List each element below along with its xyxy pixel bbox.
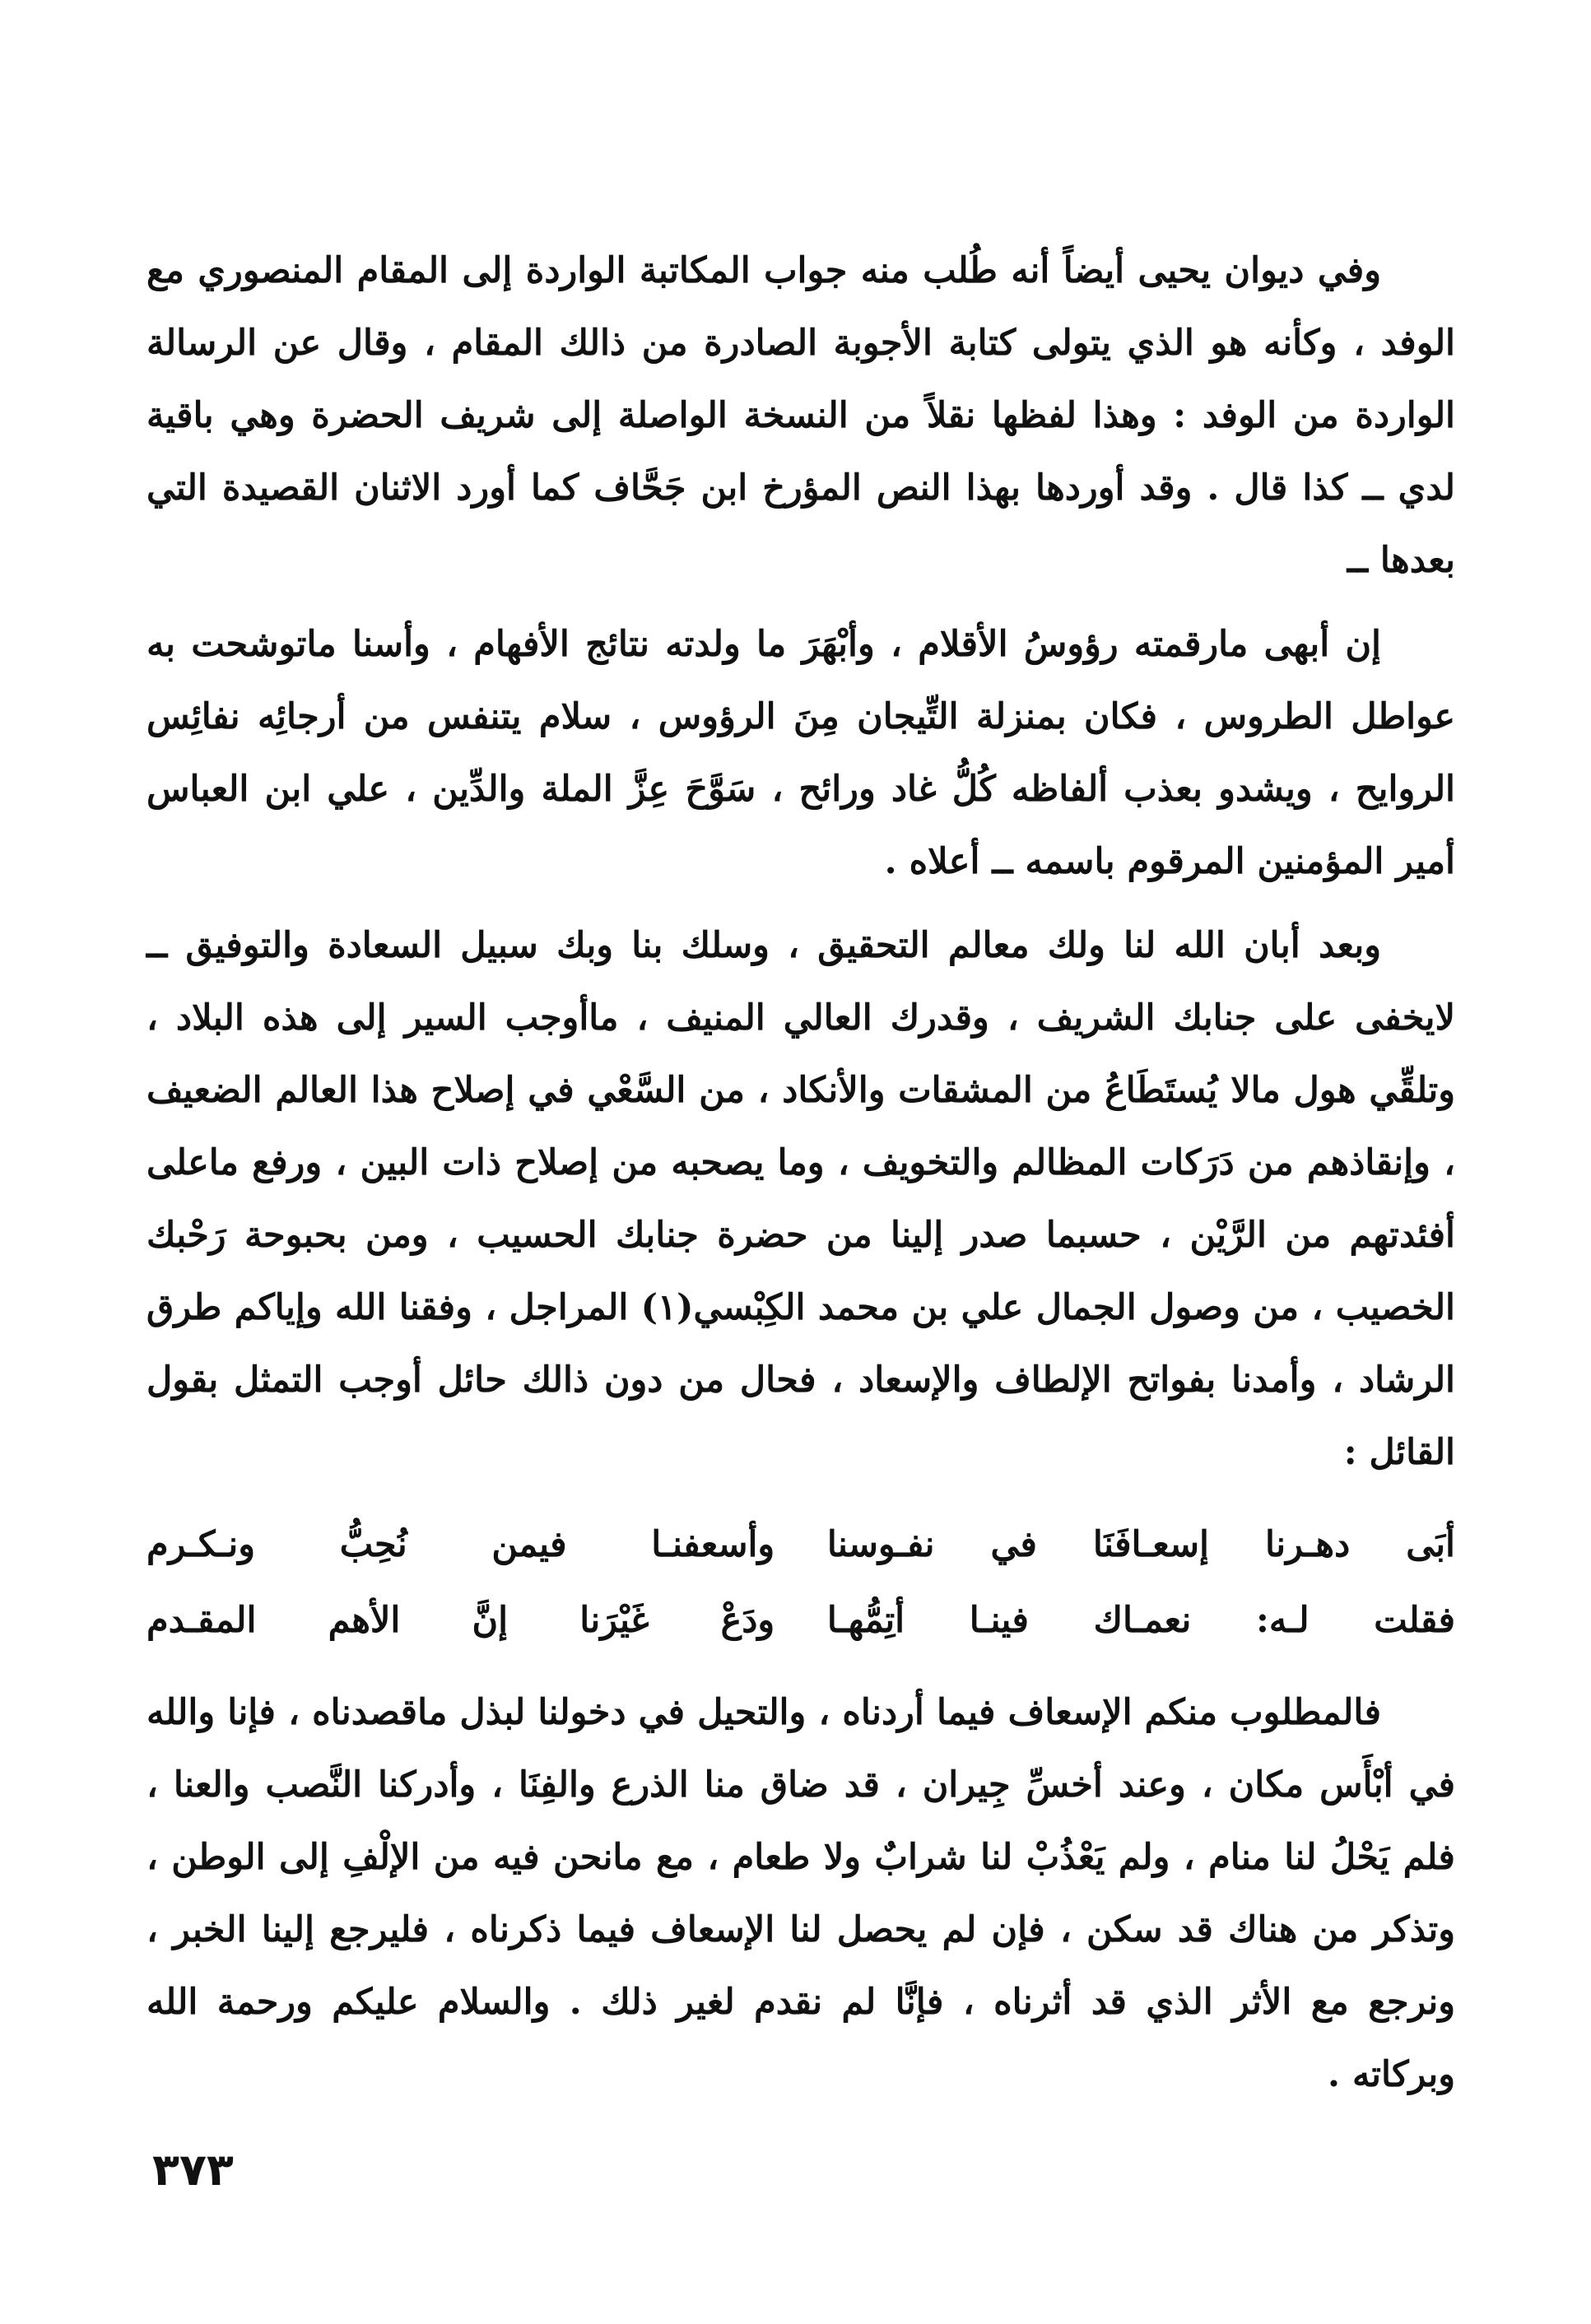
verse-line bbox=[147, 1583, 1455, 1658]
page-number: ٣٧٣ bbox=[152, 2144, 234, 2196]
intro-paragraph: وفي ديوان يحيى أيضاً أنه طُلب منه جواب المكاتبة الواردة إلى المقام المنصوري مع الوفد ، وكأنه هو الذي يتولى كتابة الأجوبة الصادرة من ذالك المقام ، وقال عن الرسالة الواردة من الوفد : وهذا لفظها نقلاً من النسخة الواصلة إلى شريف الحضرة وهي باقية لدي ــ كذا قال . وقد أوردها بهذا النص المؤرخ ابن جَحَّاف كما أورد الاثنان القصيدة التي بعدها ــ bbox=[147, 250, 1455, 581]
verse-first-hemistich: أبَى دهـرنا إسعـافَنَا في نفـوسنا bbox=[826, 1524, 1455, 1565]
verse-second-hemistich: وأسعفنـا فيمن نُحِبُّ ونـكـرم bbox=[147, 1524, 775, 1565]
verse-first-hemistich: فقلت لـه: نعمـاك فينـا أتِمُّهـا bbox=[826, 1600, 1455, 1641]
greeting-paragraph: إن أبهى مارقمته رؤوسُ الأقلام ، وأبْهَرَ ما ولدته نتائج الأفهام ، وأسنا ماتوشحت به عواطل الطروس ، فكان بمنزلة التِّيجان مِنَ الرؤوس ، سلام يتنفس من أرجائِه نفائِس الروايح ، ويشدو بعذب ألفاظه كُلُّ غاد ورائح ، سَوَّحَ عِزَّ الملة والدِّين ، علي ابن العباس أمير المؤمنين المرقوم باسمه ــ أعلاه . bbox=[147, 624, 1455, 882]
page-body bbox=[147, 235, 1455, 2111]
verse-second-hemistich: ودَعْ غَيْرَنا إنَّ الأهم المقـدم bbox=[147, 1600, 775, 1641]
poem-verses bbox=[147, 1507, 1455, 1658]
letter-body-paragraph: وبعد أبان الله لنا ولك معالم التحقيق ، وسلك بنا وبك سبيل السعادة والتوفيق ــ لايخفى على جنابك الشريف ، وقدرك العالي المنيف ، ماأوجب السير إلى هذه البلاد ، وتلقِّي هول مالا يُستَطَاعُ من المشقات والأنكاد ، من السَّعْي في إصلاح هذا العالم الضعيف ، وإنقاذهم من دَرَكات المظالم والتخويف ، وما يصحبه من إصلاح ذات البين ، ورفع ماعلى أفئدتهم من الرَّيْن ، حسبما صدر إلينا من حضرة جنابك الحسيب ، ومن بحبوحة رَحْبك الخصيب ، من وصول الجمال علي بن محمد الكِبْسي(١) المراجل ، وفقنا الله وإياكم طرق الرشاد ، وأمدنا بفواتح الإلطاف والإسعاد ، فحال من دون ذالك حائل أوجب التمثل بقول القائل : bbox=[147, 925, 1455, 1473]
closing-paragraph: فالمطلوب منكم الإسعاف فيما أردناه ، والتحيل في دخولنا لبذل ماقصدناه ، فإنا والله في أبْأَس مكان ، وعند أخسِّ جِيران ، قد ضاق منا الذرع والفِنَا ، وأدركنا النَّصب والعنا ، فلم يَحْلُ لنا منام ، ولم يَعْذُبْ لنا شرابٌ ولا طعام ، مع مانحن فيه من الإلْفِ إلى الوطن ، وتذكر من هناك قد سكن ، فإن لم يحصل لنا الإسعاف فيما ذكرناه ، فليرجع إلينا الخبر ، ونرجع مع الأثر الذي قد أثرناه ، فإنَّا لم نقدم لغير ذلك . والسلام عليكم ورحمة الله وبركاته . bbox=[147, 1692, 1455, 2095]
verse-line bbox=[147, 1507, 1455, 1583]
